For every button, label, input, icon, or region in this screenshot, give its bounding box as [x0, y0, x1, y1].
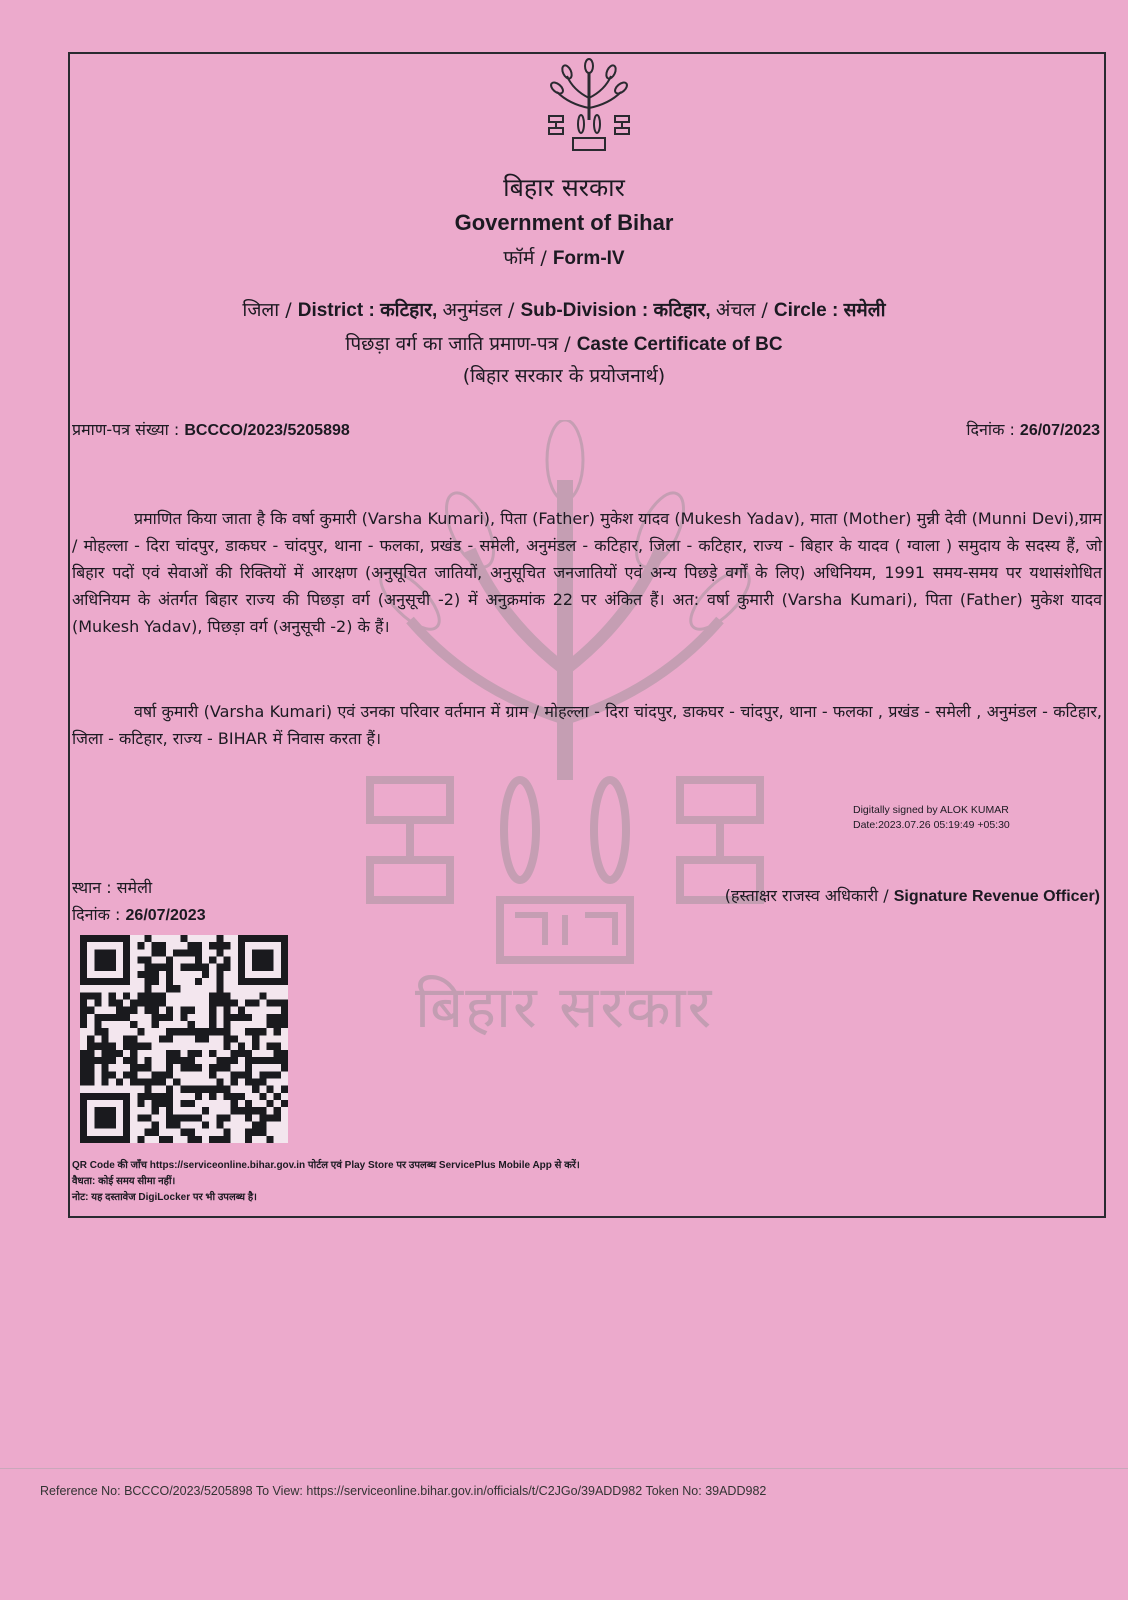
circle-label-english: Circle	[773, 300, 827, 321]
certificate-number-value: BCCCO/2023/5205898	[184, 422, 350, 439]
issue-date	[966, 418, 1100, 440]
certificate-type-hindi: पिछड़ा वर्ग का जाति प्रमाण-पत्र /	[345, 333, 577, 355]
validity-note: वैधता: कोई समय सीमा नहीं।	[72, 1176, 176, 1187]
form-label-hindi: फॉर्म /	[503, 247, 553, 269]
location-line	[0, 296, 1128, 322]
place-and-date	[72, 874, 206, 929]
header-english-title: Government of Bihar	[454, 210, 674, 235]
qr-verification-note: QR Code की जाँच https://serviceonline.bihar.gov.in पोर्टल एवं Play Store पर उपलब्ध ServicePlus Mobile App से करें।	[72, 1160, 580, 1171]
circle-label-hindi: अंचल /	[715, 299, 774, 321]
bihar-emblem-icon	[543, 58, 635, 154]
signature-label-english: Signature Revenue Officer)	[893, 888, 1100, 905]
place-value: समेली	[116, 878, 153, 897]
digilocker-note: नोट: यह दस्तावेज DigiLocker पर भी उपलब्ध है।	[72, 1192, 257, 1203]
qr-code-icon[interactable]	[80, 935, 288, 1143]
certificate-number-label: प्रमाण-पत्र संख्या :	[72, 420, 185, 439]
digital-signature	[853, 803, 1010, 833]
certificate-body-paragraph-1: प्रमाणित किया जाता है कि वर्षा कुमारी (Varsha Kumari), पिता (Father) मुकेश यादव (Mukesh Yadav), माता (Mother) मुन्नी देवी (Munni Devi),ग्राम / मोहल्ला - दिरा चांदपुर, डाकघर - चांदपुर, थाना - फलका, प्रखंड - समेली, अनुमंडल - कटिहार, जिला - कटिहार, राज्य - बिहार के यादव ( ग्वाला ) समुदाय के सदस्य हैं, जो बिहार पदों एवं सेवाओं की रिक्तियों में आरक्षण (अनुसूचित जातियों, अनुसूचित जनजातियों एवं अन्य पिछड़े वर्गों के लिए) अधिनियम, 1991 समय-समय पर यथासंशोधित अधिनियम के अंतर्गत बिहार राज्य की पिछड़ा वर्ग (अनुसूची -2) में अनुक्रमांक 22 पर अंकित हैं। अत: वर्षा कुमारी (Varsha Kumari), पिता (Father) मुकेश यादव (Mukesh Yadav), पिछड़ा वर्ग (अनुसूची -2) के हैं।	[72, 509, 1102, 636]
certificate-purpose: (बिहार सरकार के प्रयोजनार्थ)	[462, 365, 666, 387]
certificate-number	[72, 418, 350, 440]
subdivision-label-english: Sub-Division	[520, 300, 637, 321]
signature-line	[725, 884, 1100, 906]
place-label: स्थान :	[72, 878, 117, 897]
footer-date-value: 26/07/2023	[125, 907, 206, 924]
digital-signature-signer: Digitally signed by ALOK KUMAR	[853, 804, 1009, 816]
certificate-body-paragraph-2: वर्षा कुमारी (Varsha Kumari) एवं उनका परिवार वर्तमान में ग्राम / मोहल्ला - दिरा चांदपुर, डाकघर - चांदपुर, थाना - फलका , प्रखंड - समेली , अनुमंडल - कटिहार, जिला - कटिहार, राज्य - BIHAR में निवास करता हैं।	[72, 702, 1102, 748]
watermark-text: बिहार सरकार	[415, 973, 714, 1041]
certificate-type-english: Caste Certificate of BC	[576, 334, 783, 355]
footer-notes	[72, 1158, 580, 1206]
footer-date	[72, 901, 206, 929]
district-label-hindi: जिला /	[242, 299, 298, 321]
subdivision-value: : कटिहार,	[636, 300, 716, 321]
reference-line: Reference No: BCCCO/2023/5205898 To View: https://serviceonline.bihar.gov.in/officials/t/C2JGo/39ADD982 Token No: 39ADD982	[40, 1484, 767, 1498]
footer-divider	[0, 1468, 1128, 1469]
certificate-type	[0, 330, 1128, 356]
digital-signature-date: Date:2023.07.26 05:19:49 +05:30	[853, 819, 1010, 831]
form-label-english: Form-IV	[552, 248, 625, 269]
place	[72, 874, 206, 901]
form-number	[0, 244, 1128, 270]
district-value: : कटिहार,	[363, 300, 443, 321]
issue-date-label: दिनांक :	[966, 420, 1020, 439]
header-hindi-title: बिहार सरकार	[503, 173, 625, 202]
subdivision-label-hindi: अनुमंडल /	[442, 299, 521, 321]
circle-value: : समेली	[826, 300, 886, 321]
signature-label-hindi: (हस्ताक्षर राजस्व अधिकारी /	[724, 886, 894, 905]
footer-date-label: दिनांक :	[72, 905, 126, 924]
issue-date-value: 26/07/2023	[1019, 422, 1100, 439]
district-label-english: District	[297, 300, 364, 321]
